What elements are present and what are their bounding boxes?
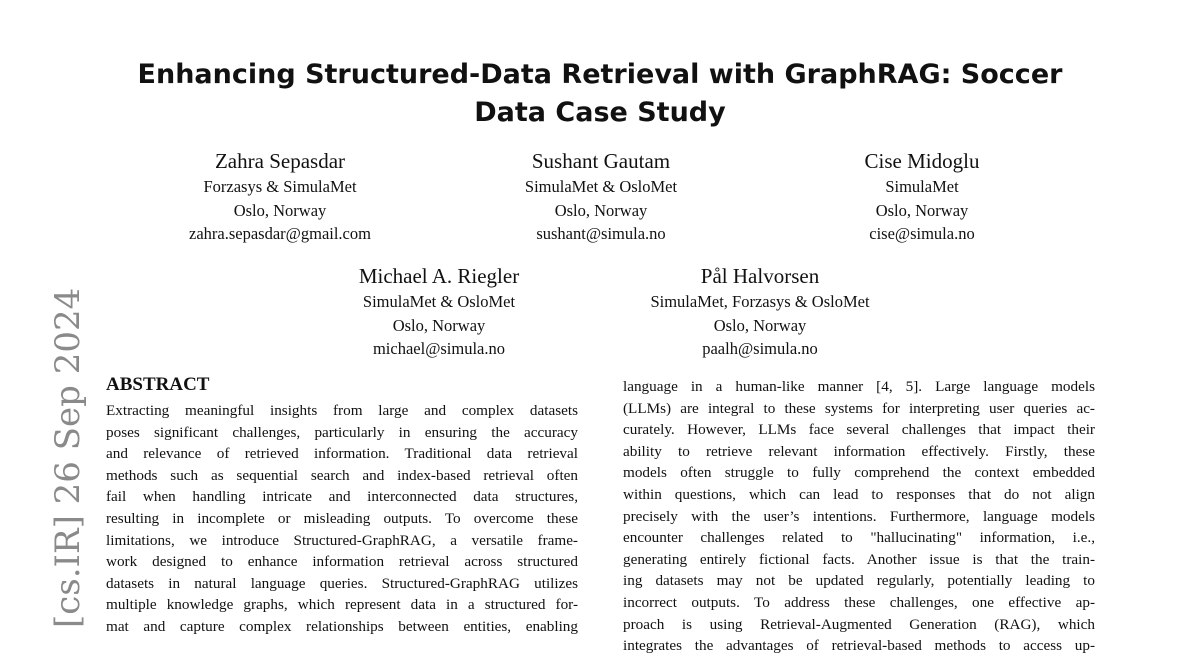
author-location: Oslo, Norway xyxy=(392,315,486,335)
abstract-body xyxy=(106,400,578,638)
body-line: models often struggle to fully comprehend the context embedded xyxy=(623,464,1095,482)
arxiv-identifier-stamp: [cs.IR] 26 Sep 2024 xyxy=(48,287,88,628)
abstract-line: Extracting meaningful insights from large and complex datasets xyxy=(106,402,578,419)
intro-body xyxy=(623,376,1095,657)
abstract-line: limitations, we introduce Structured-GraphRAG, a versatile frame- xyxy=(106,531,578,549)
author-affiliation: SimulaMet & OsloMet xyxy=(524,177,678,196)
author-affiliation: Forzasys & SimulaMet xyxy=(203,177,357,196)
author-name: Sushant Gautam xyxy=(531,149,671,173)
author-name: Pål Halvorsen xyxy=(700,264,820,288)
abstract-line: work designed to enhance information retrieval across structured xyxy=(106,553,578,571)
abstract-line: poses significant challenges, particularly in ensuring the accuracy xyxy=(106,423,578,441)
body-line: ability to retrieve relevant information effectively. Firstly, these xyxy=(623,442,1095,460)
paper-title xyxy=(100,56,1100,132)
abstract-line: resulting in incomplete or misleading outputs. To overcome these xyxy=(106,509,578,527)
author-name: Cise Midoglu xyxy=(864,149,980,173)
author-name: Michael A. Riegler xyxy=(358,264,520,288)
body-line: language in a human-like manner [4, 5]. Large language models xyxy=(623,378,1095,395)
abstract-heading: ABSTRACT xyxy=(106,374,210,395)
author-email: paalh@simula.no xyxy=(702,339,818,358)
intro-right-column xyxy=(623,376,1095,657)
author-location: Oslo, Norway xyxy=(875,200,969,220)
author-affiliation: SimulaMet, Forzasys & OsloMet xyxy=(650,292,870,311)
author-email: sushant@simula.no xyxy=(536,224,666,243)
author-block-4 xyxy=(259,263,619,361)
body-line: (LLMs) are integral to these systems for interpreting user queries ac- xyxy=(623,399,1095,417)
author-location: Oslo, Norway xyxy=(233,200,327,220)
body-line: integrates the advantages of retrieval-based methods to access up- xyxy=(623,637,1095,655)
body-line: proach is using Retrieval-Augmented Generation (RAG), which xyxy=(623,615,1095,633)
abstract-section xyxy=(106,372,578,638)
author-block-2 xyxy=(421,148,781,246)
title-line-1: Enhancing Structured-Data Retrieval with GraphRAG: Soccer xyxy=(137,59,1063,90)
abstract-line: mat and capture complex relationships between entities, enabling xyxy=(106,617,578,635)
author-block-5 xyxy=(580,263,940,361)
abstract-line: fail when handling intricate and interconnected data structures, xyxy=(106,488,578,506)
author-block-1 xyxy=(100,148,460,246)
abstract-line: and relevance of retrieved information. Traditional data retrieval xyxy=(106,445,578,463)
abstract-line: datasets in natural language queries. Structured-GraphRAG utilizes xyxy=(106,574,578,592)
body-line: precisely with the user’s intentions. Furthermore, language models xyxy=(623,507,1095,525)
author-email: michael@simula.no xyxy=(372,339,506,358)
abstract-line: methods such as sequential search and index-based retrieval often xyxy=(106,466,578,484)
body-line: incorrect outputs. To address these challenges, one effective ap- xyxy=(623,593,1095,611)
abstract-line: multiple knowledge graphs, which represent data in a structured for- xyxy=(106,596,578,614)
author-affiliation: SimulaMet xyxy=(885,177,959,196)
body-line: encounter challenges related to "hallucinating" information, i.e., xyxy=(623,529,1095,547)
body-line: curately. However, LLMs face several challenges that impact their xyxy=(623,421,1095,439)
author-affiliation: SimulaMet & OsloMet xyxy=(362,292,516,311)
title-line-2: Data Case Study xyxy=(474,97,726,128)
body-line: within questions, which can lead to responses that do not align xyxy=(623,485,1095,503)
author-email: cise@simula.no xyxy=(869,224,975,243)
author-name: Zahra Sepasdar xyxy=(214,149,346,173)
author-email: zahra.sepasdar@gmail.com xyxy=(189,224,371,243)
body-line: ing datasets may not be updated regularly, potentially leading to xyxy=(623,572,1095,590)
author-location: Oslo, Norway xyxy=(554,200,648,220)
body-line: generating entirely fictional facts. Another issue is that the train- xyxy=(623,550,1095,568)
author-location: Oslo, Norway xyxy=(713,315,807,335)
author-block-3 xyxy=(742,148,1102,246)
